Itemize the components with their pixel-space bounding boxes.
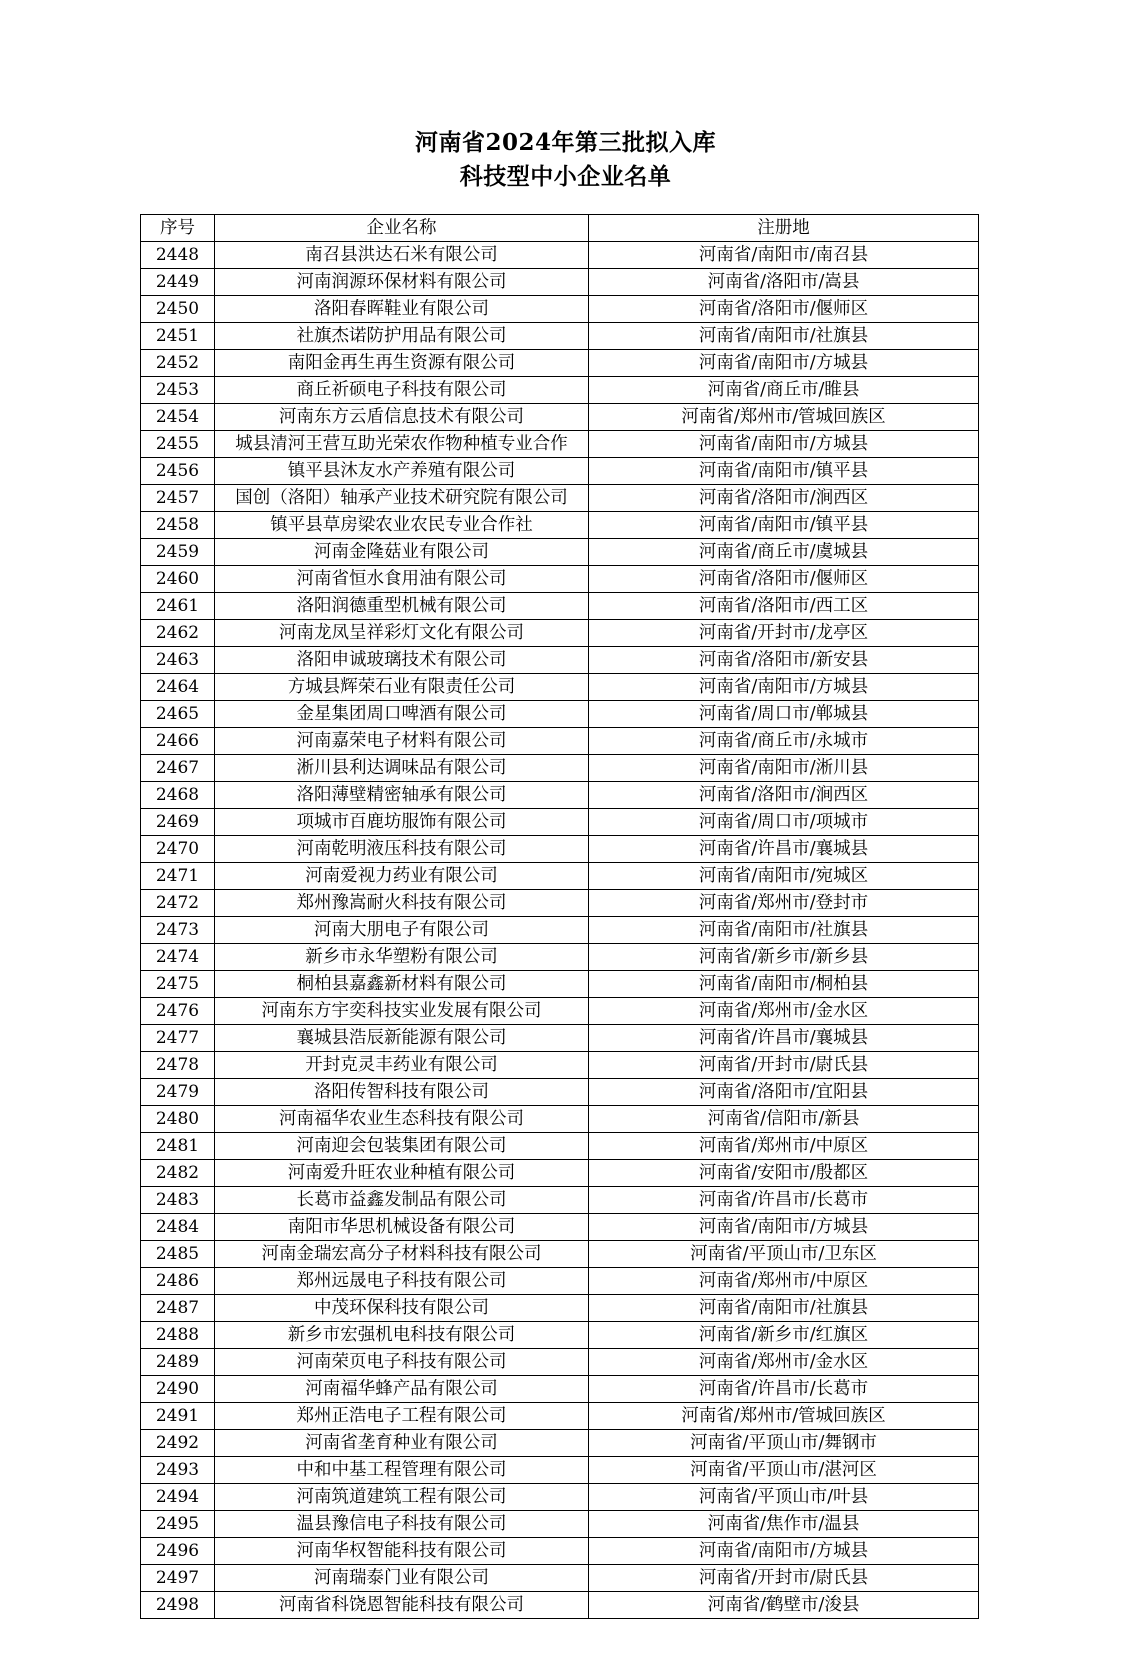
table-row [141,1349,979,1376]
cell-registration-place: 河南省/平顶山市/叶县 [589,1484,979,1511]
cell-registration-place: 河南省/平顶山市/湛河区 [589,1457,979,1484]
cell-enterprise-name: 商丘祈硕电子科技有限公司 [215,377,589,404]
cell-index: 2476 [141,998,215,1025]
cell-registration-place: 河南省/南阳市/淅川县 [589,755,979,782]
cell-registration-place: 河南省/郑州市/管城回族区 [589,404,979,431]
table-row [141,593,979,620]
table-row [141,890,979,917]
table-row [141,1025,979,1052]
cell-registration-place: 河南省/洛阳市/偃师区 [589,566,979,593]
cell-index: 2479 [141,1079,215,1106]
cell-enterprise-name: 洛阳申诚玻璃技术有限公司 [215,647,589,674]
table-row [141,1295,979,1322]
cell-enterprise-name: 金星集团周口啤酒有限公司 [215,701,589,728]
cell-enterprise-name: 河南省科饶恩智能科技有限公司 [215,1592,589,1619]
cell-enterprise-name: 南阳市华思机械设备有限公司 [215,1214,589,1241]
table-header [141,215,979,242]
cell-registration-place: 河南省/开封市/龙亭区 [589,620,979,647]
cell-enterprise-name: 河南瑞泰门业有限公司 [215,1565,589,1592]
cell-enterprise-name: 洛阳薄壁精密轴承有限公司 [215,782,589,809]
cell-index: 2466 [141,728,215,755]
cell-index: 2465 [141,701,215,728]
cell-index: 2489 [141,1349,215,1376]
cell-registration-place: 河南省/商丘市/睢县 [589,377,979,404]
table-row [141,755,979,782]
cell-index: 2495 [141,1511,215,1538]
cell-enterprise-name: 河南东方云盾信息技术有限公司 [215,404,589,431]
table-row [141,1376,979,1403]
cell-registration-place: 河南省/许昌市/长葛市 [589,1187,979,1214]
cell-registration-place: 河南省/南阳市/方城县 [589,431,979,458]
cell-enterprise-name: 国创（洛阳）轴承产业技术研究院有限公司 [215,485,589,512]
enterprise-listing-table [140,214,979,1619]
table-row [141,458,979,485]
cell-registration-place: 河南省/商丘市/虞城县 [589,539,979,566]
cell-enterprise-name: 郑州豫嵩耐火科技有限公司 [215,890,589,917]
cell-enterprise-name: 河南东方宇奕科技实业发展有限公司 [215,998,589,1025]
table-row [141,1484,979,1511]
table-row [141,296,979,323]
cell-index: 2475 [141,971,215,998]
cell-registration-place: 河南省/郑州市/金水区 [589,1349,979,1376]
cell-enterprise-name: 河南金隆菇业有限公司 [215,539,589,566]
cell-index: 2486 [141,1268,215,1295]
cell-enterprise-name: 河南爱视力药业有限公司 [215,863,589,890]
cell-registration-place: 河南省/郑州市/中原区 [589,1268,979,1295]
cell-index: 2498 [141,1592,215,1619]
cell-registration-place: 河南省/郑州市/中原区 [589,1133,979,1160]
cell-index: 2477 [141,1025,215,1052]
cell-registration-place: 河南省/洛阳市/涧西区 [589,782,979,809]
cell-index: 2472 [141,890,215,917]
cell-registration-place: 河南省/洛阳市/西工区 [589,593,979,620]
cell-enterprise-name: 开封克灵丰药业有限公司 [215,1052,589,1079]
cell-index: 2469 [141,809,215,836]
cell-index: 2478 [141,1052,215,1079]
cell-enterprise-name: 桐柏县嘉鑫新材料有限公司 [215,971,589,998]
cell-enterprise-name: 方城县辉荣石业有限责任公司 [215,674,589,701]
cell-registration-place: 河南省/洛阳市/嵩县 [589,269,979,296]
table-header-row [141,215,979,242]
cell-registration-place: 河南省/周口市/项城市 [589,809,979,836]
cell-index: 2459 [141,539,215,566]
cell-enterprise-name: 河南金瑞宏高分子材料科技有限公司 [215,1241,589,1268]
table-row [141,566,979,593]
cell-index: 2487 [141,1295,215,1322]
cell-index: 2470 [141,836,215,863]
table-row [141,1511,979,1538]
cell-registration-place: 河南省/安阳市/殷都区 [589,1160,979,1187]
cell-index: 2488 [141,1322,215,1349]
cell-registration-place: 河南省/南阳市/社旗县 [589,323,979,350]
cell-index: 2484 [141,1214,215,1241]
cell-registration-place: 河南省/南阳市/方城县 [589,350,979,377]
cell-registration-place: 河南省/南阳市/南召县 [589,242,979,269]
cell-registration-place: 河南省/洛阳市/偃师区 [589,296,979,323]
cell-enterprise-name: 中和中基工程管理有限公司 [215,1457,589,1484]
cell-index: 2497 [141,1565,215,1592]
cell-enterprise-name: 河南省恒水食用油有限公司 [215,566,589,593]
cell-registration-place: 河南省/南阳市/桐柏县 [589,971,979,998]
cell-registration-place: 河南省/洛阳市/宜阳县 [589,1079,979,1106]
cell-registration-place: 河南省/许昌市/襄城县 [589,1025,979,1052]
cell-registration-place: 河南省/鹤壁市/浚县 [589,1592,979,1619]
table-row [141,1538,979,1565]
cell-index: 2461 [141,593,215,620]
cell-enterprise-name: 郑州远晟电子科技有限公司 [215,1268,589,1295]
table-row [141,512,979,539]
table-row [141,944,979,971]
cell-index: 2485 [141,1241,215,1268]
cell-index: 2456 [141,458,215,485]
cell-registration-place: 河南省/南阳市/方城县 [589,674,979,701]
column-header-enterprise-name: 企业名称 [215,215,589,242]
table-row [141,350,979,377]
table-row [141,431,979,458]
cell-enterprise-name: 河南迎会包装集团有限公司 [215,1133,589,1160]
cell-enterprise-name: 温县豫信电子科技有限公司 [215,1511,589,1538]
cell-registration-place: 河南省/洛阳市/新安县 [589,647,979,674]
cell-registration-place: 河南省/开封市/尉氏县 [589,1565,979,1592]
cell-index: 2480 [141,1106,215,1133]
cell-registration-place: 河南省/周口市/郸城县 [589,701,979,728]
table-row [141,269,979,296]
cell-enterprise-name: 项城市百鹿坊服饰有限公司 [215,809,589,836]
table-row [141,701,979,728]
cell-registration-place: 河南省/许昌市/襄城县 [589,836,979,863]
cell-index: 2449 [141,269,215,296]
cell-index: 2468 [141,782,215,809]
cell-index: 2451 [141,323,215,350]
cell-index: 2460 [141,566,215,593]
table-row [141,1241,979,1268]
column-header-index: 序号 [141,215,215,242]
cell-enterprise-name: 新乡市宏强机电科技有限公司 [215,1322,589,1349]
cell-index: 2457 [141,485,215,512]
cell-registration-place: 河南省/开封市/尉氏县 [589,1052,979,1079]
cell-enterprise-name: 河南润源环保材料有限公司 [215,269,589,296]
table-row [141,323,979,350]
table-row [141,1430,979,1457]
cell-enterprise-name: 河南筑道建筑工程有限公司 [215,1484,589,1511]
cell-registration-place: 河南省/平顶山市/舞钢市 [589,1430,979,1457]
cell-enterprise-name: 河南爱升旺农业种植有限公司 [215,1160,589,1187]
cell-index: 2453 [141,377,215,404]
cell-index: 2471 [141,863,215,890]
cell-enterprise-name: 河南省垄育种业有限公司 [215,1430,589,1457]
table-row [141,1079,979,1106]
cell-index: 2462 [141,620,215,647]
cell-enterprise-name: 河南华权智能科技有限公司 [215,1538,589,1565]
cell-index: 2458 [141,512,215,539]
cell-enterprise-name: 城县清河王营互助光荣农作物种植专业合作 [215,431,589,458]
cell-enterprise-name: 镇平县沐友水产养殖有限公司 [215,458,589,485]
cell-index: 2454 [141,404,215,431]
cell-enterprise-name: 洛阳传智科技有限公司 [215,1079,589,1106]
table-row [141,377,979,404]
cell-registration-place: 河南省/洛阳市/涧西区 [589,485,979,512]
page-title-line-1: 河南省2024年第三批拟入库 [414,129,716,156]
cell-enterprise-name: 新乡市永华塑粉有限公司 [215,944,589,971]
column-header-registration-place: 注册地 [589,215,979,242]
table-row [141,1052,979,1079]
cell-registration-place: 河南省/平顶山市/卫东区 [589,1241,979,1268]
table-row [141,242,979,269]
table-row [141,1403,979,1430]
cell-index: 2492 [141,1430,215,1457]
cell-registration-place: 河南省/许昌市/长葛市 [589,1376,979,1403]
cell-enterprise-name: 社旗杰诺防护用品有限公司 [215,323,589,350]
cell-registration-place: 河南省/新乡市/红旗区 [589,1322,979,1349]
cell-registration-place: 河南省/焦作市/温县 [589,1511,979,1538]
cell-index: 2491 [141,1403,215,1430]
table-row [141,863,979,890]
table-row [141,1187,979,1214]
table-row [141,674,979,701]
cell-index: 2448 [141,242,215,269]
cell-registration-place: 河南省/南阳市/社旗县 [589,1295,979,1322]
cell-index: 2455 [141,431,215,458]
table-row [141,1106,979,1133]
table-row [141,1214,979,1241]
cell-enterprise-name: 河南嘉荣电子材料有限公司 [215,728,589,755]
cell-registration-place: 河南省/郑州市/金水区 [589,998,979,1025]
cell-enterprise-name: 河南龙凤呈祥彩灯文化有限公司 [215,620,589,647]
cell-registration-place: 河南省/郑州市/登封市 [589,890,979,917]
cell-enterprise-name: 河南福华农业生态科技有限公司 [215,1106,589,1133]
cell-registration-place: 河南省/南阳市/宛城区 [589,863,979,890]
table-row [141,917,979,944]
cell-index: 2467 [141,755,215,782]
table-row [141,620,979,647]
cell-enterprise-name: 中茂环保科技有限公司 [215,1295,589,1322]
page-title [140,126,991,194]
table-body [141,242,979,1619]
cell-enterprise-name: 南阳金再生再生资源有限公司 [215,350,589,377]
cell-index: 2463 [141,647,215,674]
table-row [141,539,979,566]
cell-enterprise-name: 河南荣页电子科技有限公司 [215,1349,589,1376]
cell-registration-place: 河南省/信阳市/新县 [589,1106,979,1133]
cell-enterprise-name: 南召县洪达石米有限公司 [215,242,589,269]
cell-enterprise-name: 洛阳春晖鞋业有限公司 [215,296,589,323]
cell-registration-place: 河南省/商丘市/永城市 [589,728,979,755]
table-row [141,971,979,998]
cell-index: 2482 [141,1160,215,1187]
cell-index: 2481 [141,1133,215,1160]
cell-registration-place: 河南省/南阳市/方城县 [589,1538,979,1565]
table-row [141,647,979,674]
table-row [141,809,979,836]
cell-enterprise-name: 淅川县利达调味品有限公司 [215,755,589,782]
cell-enterprise-name: 郑州正浩电子工程有限公司 [215,1403,589,1430]
table-row [141,1268,979,1295]
cell-index: 2494 [141,1484,215,1511]
cell-enterprise-name: 镇平县草房梁农业农民专业合作社 [215,512,589,539]
table-row [141,1565,979,1592]
table-row [141,728,979,755]
cell-enterprise-name: 洛阳润德重型机械有限公司 [215,593,589,620]
cell-enterprise-name: 河南大朋电子有限公司 [215,917,589,944]
cell-registration-place: 河南省/南阳市/方城县 [589,1214,979,1241]
cell-index: 2496 [141,1538,215,1565]
cell-registration-place: 河南省/南阳市/镇平县 [589,458,979,485]
cell-index: 2490 [141,1376,215,1403]
page-title-line-2: 科技型中小企业名单 [459,163,672,190]
cell-index: 2493 [141,1457,215,1484]
table-row [141,1592,979,1619]
table-row [141,485,979,512]
table-row [141,404,979,431]
cell-registration-place: 河南省/新乡市/新乡县 [589,944,979,971]
cell-registration-place: 河南省/南阳市/镇平县 [589,512,979,539]
table-row [141,1457,979,1484]
cell-enterprise-name: 长葛市益鑫发制品有限公司 [215,1187,589,1214]
cell-index: 2473 [141,917,215,944]
table-row [141,836,979,863]
table-row [141,1160,979,1187]
cell-index: 2474 [141,944,215,971]
cell-index: 2450 [141,296,215,323]
cell-enterprise-name: 河南乾明液压科技有限公司 [215,836,589,863]
cell-enterprise-name: 襄城县浩辰新能源有限公司 [215,1025,589,1052]
cell-index: 2464 [141,674,215,701]
cell-index: 2452 [141,350,215,377]
cell-registration-place: 河南省/南阳市/社旗县 [589,917,979,944]
cell-index: 2483 [141,1187,215,1214]
table-row [141,1133,979,1160]
cell-registration-place: 河南省/郑州市/管城回族区 [589,1403,979,1430]
table-row [141,782,979,809]
table-row [141,1322,979,1349]
cell-enterprise-name: 河南福华蜂产品有限公司 [215,1376,589,1403]
table-row [141,998,979,1025]
